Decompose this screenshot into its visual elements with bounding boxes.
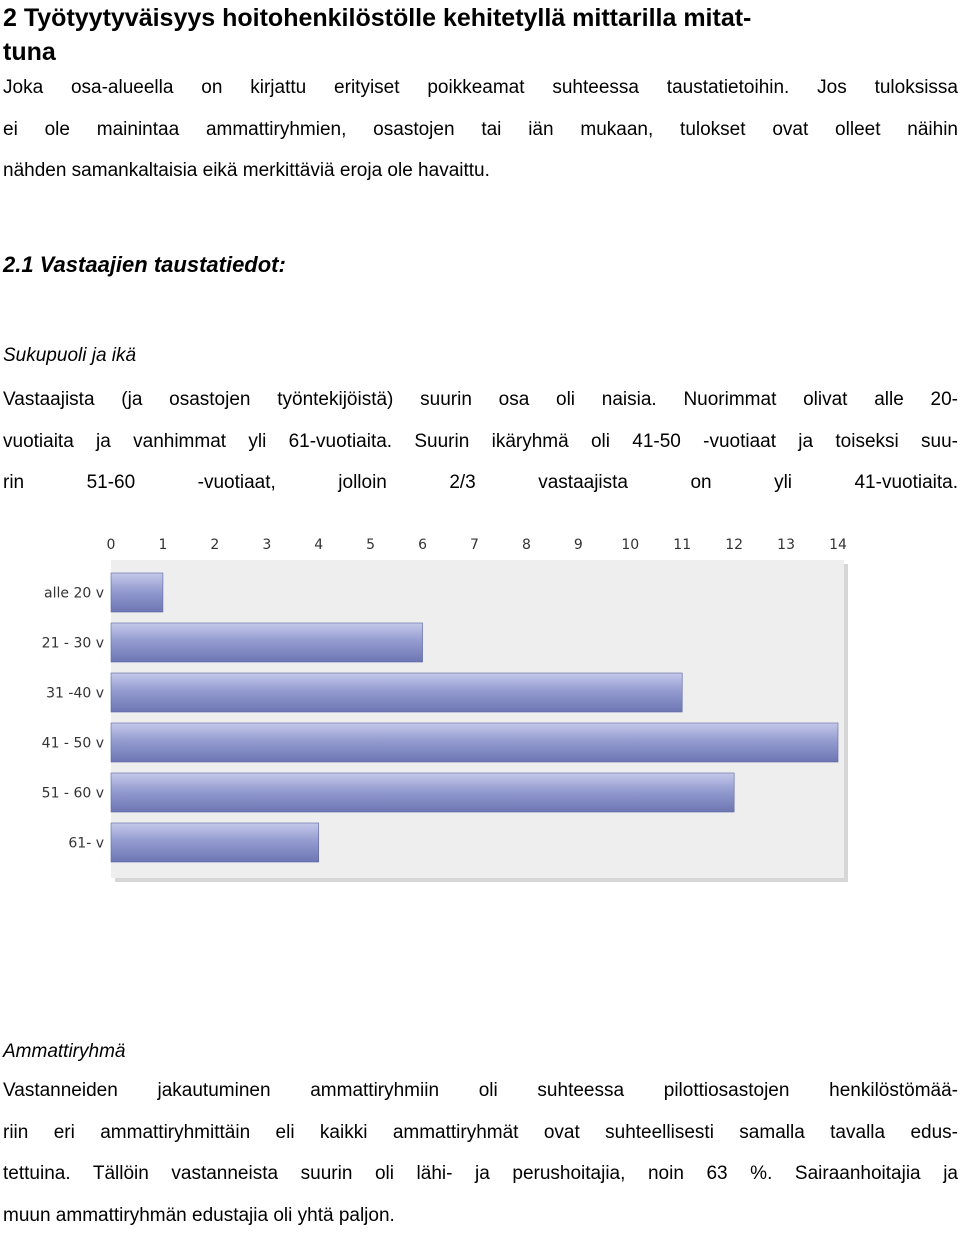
x-tick-label: 5 (366, 537, 375, 553)
x-tick-label: 8 (522, 537, 531, 553)
profession-heading: Ammattiryhmä (3, 1037, 125, 1067)
x-tick-label: 7 (470, 537, 479, 553)
age-distribution-chart (0, 528, 960, 888)
profession-line-3: tettuina. Tällöin vastanneista suurin oli lähi- ja perushoitajia, noin 63 %. Sairaanhoitajia ja (3, 1153, 958, 1195)
x-tick-label: 10 (621, 537, 639, 553)
bar (111, 573, 163, 612)
gender-age-line-1: Vastaajista (ja osastojen työntekijöistä) suurin osa oli naisia. Nuorimmat olivat alle 20- (3, 379, 958, 421)
main-heading-line-2: tuna (3, 35, 953, 69)
intro-paragraph (3, 67, 958, 192)
x-tick-label: 12 (725, 537, 743, 553)
category-label: 61- v (68, 836, 104, 852)
category-label: 31 -40 v (46, 686, 104, 702)
profession-line-2: riin eri ammattiryhmittäin eli kaikki ammattiryhmät ovat suhteellisesti samalla tavalla edus- (3, 1112, 958, 1154)
x-tick-label: 9 (574, 537, 583, 553)
profession-line-1: Vastanneiden jakautuminen ammattiryhmiin oli suhteessa pilottiosastojen henkilöstömää- (3, 1070, 958, 1112)
category-label: alle 20 v (44, 586, 104, 602)
intro-line-2: ei ole mainintaa ammattiryhmien, osastojen tai iän mukaan, tulokset ovat olleet näihin (3, 109, 958, 151)
age-chart-svg (0, 528, 960, 888)
x-tick-label: 13 (777, 537, 795, 553)
x-tick-label: 6 (418, 537, 427, 553)
gender-age-heading: Sukupuoli ja ikä (3, 341, 136, 371)
x-tick-label: 2 (210, 537, 219, 553)
x-tick-label: 1 (158, 537, 167, 553)
gender-age-line-3: rin 51-60 -vuotiaat, jolloin 2/3 vastaajista on yli 41-vuotiaita. (3, 462, 958, 504)
x-tick-label: 14 (829, 537, 847, 553)
profession-line-4: muun ammattiryhmän edustajia oli yhtä paljon. (3, 1195, 958, 1236)
bar (111, 673, 682, 712)
bar (111, 773, 734, 812)
section-heading: 2.1 Vastaajien taustatiedot: (3, 248, 286, 282)
profession-paragraph (3, 1070, 958, 1236)
intro-line-3: nähden samankaltaisia eikä merkittäviä eroja ole havaittu. (3, 150, 958, 192)
x-tick-label: 4 (314, 537, 323, 553)
x-tick-label: 3 (262, 537, 271, 553)
main-heading-line-1: 2 Työtyytyväisyys hoitohenkilöstölle kehitetyllä mittarilla mitat- (3, 1, 953, 35)
bar (111, 723, 838, 762)
bar (111, 823, 319, 862)
main-heading (3, 1, 953, 69)
x-tick-label: 11 (673, 537, 691, 553)
category-label: 21 - 30 v (42, 636, 104, 652)
gender-age-paragraph (3, 379, 958, 504)
gender-age-line-2: vuotiaita ja vanhimmat yli 61-vuotiaita. Suurin ikäryhmä oli 41-50 -vuotiaat ja toiseksi suu- (3, 421, 958, 463)
bar (111, 623, 423, 662)
category-label: 41 - 50 v (42, 736, 104, 752)
x-tick-label: 0 (107, 537, 116, 553)
category-label: 51 - 60 v (42, 786, 104, 802)
intro-line-1: Joka osa-alueella on kirjattu erityiset poikkeamat suhteessa taustatietoihin. Jos tuloksissa (3, 67, 958, 109)
